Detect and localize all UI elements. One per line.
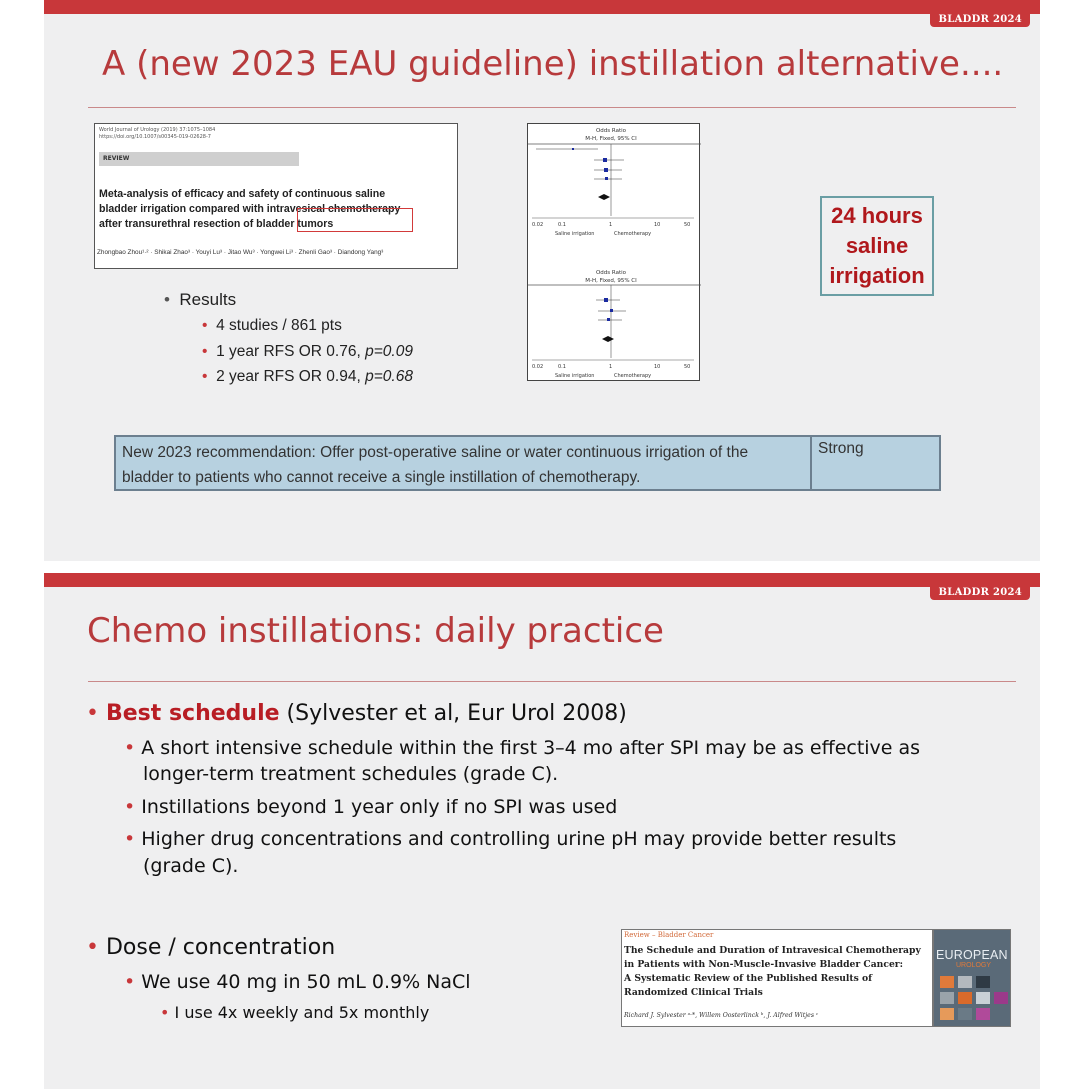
paper-title bbox=[624, 944, 934, 1000]
cover-tile bbox=[994, 992, 1008, 1004]
cover-tile bbox=[976, 992, 990, 1004]
slide-top-bar bbox=[44, 0, 1040, 14]
slide-top-bar bbox=[44, 573, 1040, 587]
tick-label: 0.02 bbox=[532, 222, 544, 228]
cover-tile bbox=[940, 1008, 954, 1020]
tick-label: 10 bbox=[654, 364, 661, 370]
paper-kicker: Review – Bladder Cancer bbox=[624, 931, 714, 939]
axis-side-label: Saline irrigation bbox=[555, 231, 595, 237]
title-divider bbox=[88, 107, 1016, 108]
cover-tile bbox=[958, 1008, 972, 1020]
schedule-bullet: • Best schedule (Sylvester et al, Eur Urol 2008) bbox=[86, 701, 627, 726]
results-item: • 1 year RFS OR 0.76, p=0.09 bbox=[202, 343, 413, 360]
results-item-text: 4 studies / 861 pts bbox=[216, 317, 342, 334]
tick-label: 50 bbox=[684, 222, 691, 228]
pooled-diamond bbox=[598, 194, 610, 200]
cover-tile bbox=[958, 976, 972, 988]
study-marker bbox=[603, 158, 607, 162]
paper-title-line: Meta-analysis of efficacy and safety of continuous saline bbox=[99, 188, 386, 200]
forest-plot-svg bbox=[528, 124, 701, 382]
axis-side-label: Chemotherapy bbox=[614, 231, 652, 237]
callout-box bbox=[820, 196, 934, 296]
axis-side-label: Chemotherapy bbox=[614, 373, 652, 379]
slide-title: Chemo instillations: daily practice bbox=[87, 611, 664, 651]
doi-line: https://doi.org/10.1007/s00345-019-02628-7 bbox=[99, 134, 211, 140]
tick-label: 50 bbox=[684, 364, 691, 370]
results-item: • 4 studies / 861 pts bbox=[202, 317, 342, 334]
schedule-ref: (Sylvester et al, Eur Urol 2008) bbox=[279, 701, 627, 726]
journal-cover bbox=[933, 929, 1011, 1027]
recommendation-line: New 2023 recommendation: Offer post-operative saline or water continuous irrigation of the bbox=[122, 444, 749, 461]
axis-side-label: Saline irrigation bbox=[555, 373, 595, 379]
cover-tile bbox=[940, 976, 954, 988]
paper-title-line: bladder irrigation compared with intravesical chemotherapy bbox=[99, 203, 401, 215]
cover-tile bbox=[976, 1008, 990, 1020]
highlight-box bbox=[297, 208, 413, 232]
tick-label: 0.1 bbox=[558, 222, 566, 228]
paper-title-line: The Schedule and Duration of Intravesical Chemotherapy bbox=[624, 945, 921, 956]
tick-label: 1 bbox=[609, 222, 613, 228]
tick-label: 0.1 bbox=[558, 364, 566, 370]
callout-line: 24 hours bbox=[831, 203, 923, 228]
schedule-item-text: Higher drug concentrations and controlling urine pH may provide better results bbox=[141, 828, 897, 850]
pooled-diamond bbox=[602, 336, 614, 342]
dose-bullet: • Dose / concentration bbox=[86, 935, 336, 960]
study-marker bbox=[605, 177, 608, 180]
study-marker bbox=[604, 298, 608, 302]
cover-subtitle: UROLOGY bbox=[956, 962, 992, 969]
schedule-item: • A short intensive schedule within the first 3–4 mo after SPI may be as effective as bbox=[124, 737, 921, 759]
results-heading: • Results bbox=[164, 290, 237, 309]
dose-subitem: • I use 4x weekly and 5x monthly bbox=[160, 1003, 430, 1022]
paper-title-line: A Systematic Review of the Published Results of bbox=[624, 973, 873, 984]
paper-authors: Zhongbao Zhou¹·² · Shikai Zhao³ · Youyi Lu³ · Jitao Wu³ · Yongwei Li³ · Zhenli Gao³ · Diandong Yang³ bbox=[97, 249, 384, 256]
recommendation-line: bladder to patients who cannot receive a single instillation of chemotherapy. bbox=[122, 469, 641, 486]
slide-title: A (new 2023 EAU guideline) instillation alternative.... bbox=[102, 44, 1004, 84]
schedule-item-text: A short intensive schedule within the first 3–4 mo after SPI may be as effective as bbox=[141, 737, 921, 759]
journal-line: World Journal of Urology (2019) 37:1075–1084 bbox=[99, 127, 216, 133]
title-divider bbox=[88, 681, 1016, 682]
study-marker bbox=[572, 148, 574, 150]
schedule-item: • Instillations beyond 1 year only if no SPI was used bbox=[124, 796, 618, 818]
recommendation-table bbox=[114, 435, 941, 491]
paper-title-line: Randomized Clinical Trials bbox=[624, 987, 763, 998]
results-item-text: 1 year RFS OR 0.76, bbox=[216, 343, 366, 360]
dose-subitem-text: I use 4x weekly and 5x monthly bbox=[174, 1003, 430, 1022]
p-value: p=0.68 bbox=[365, 368, 413, 385]
forest-header: Odds Ratio bbox=[595, 128, 627, 134]
journal-info bbox=[99, 127, 215, 141]
dose-label: Dose / concentration bbox=[105, 935, 336, 960]
tick-label: 0.02 bbox=[532, 364, 544, 370]
cover-tile bbox=[940, 992, 954, 1004]
slide-1 bbox=[44, 0, 1040, 561]
results-item: • 2 year RFS OR 0.94, p=0.68 bbox=[202, 368, 413, 385]
study-marker bbox=[607, 318, 610, 321]
review-badge: REVIEW bbox=[99, 152, 299, 166]
p-value: p=0.09 bbox=[365, 343, 413, 360]
tick-label: 10 bbox=[654, 222, 661, 228]
paper-snippet bbox=[94, 123, 458, 269]
recommendation-strength: Strong bbox=[818, 440, 864, 457]
recommendation-text bbox=[116, 437, 812, 489]
forest-header: M-H, Fixed, 95% CI bbox=[585, 278, 637, 284]
cover-tile bbox=[976, 976, 990, 988]
paper-title-line: in Patients with Non-Muscle-Invasive Bladder Cancer: bbox=[624, 959, 904, 970]
brand-tab: BLADDR 2024 bbox=[930, 585, 1030, 600]
schedule-item-text: Instillations beyond 1 year only if no SPI was used bbox=[141, 796, 618, 818]
dose-item-text: We use 40 mg in 50 mL 0.9% NaCl bbox=[141, 971, 471, 993]
results-heading-label: Results bbox=[179, 290, 237, 309]
cover-tile bbox=[958, 992, 972, 1004]
dose-item: • We use 40 mg in 50 mL 0.9% NaCl bbox=[124, 971, 471, 993]
schedule-label: Best schedule bbox=[105, 701, 280, 726]
schedule-item-cont: (grade C). bbox=[143, 855, 239, 877]
brand-tab: BLADDR 2024 bbox=[930, 12, 1030, 27]
schedule-item-cont: longer-term treatment schedules (grade C). bbox=[143, 763, 559, 785]
study-marker bbox=[610, 309, 613, 312]
reference-paper bbox=[621, 929, 933, 1027]
paper-title-line: after transurethral resection of bladder tumors bbox=[99, 218, 334, 230]
tick-label: 1 bbox=[609, 364, 613, 370]
study-marker bbox=[604, 168, 608, 172]
forest-plot-panel bbox=[527, 123, 700, 381]
schedule-item: • Higher drug concentrations and controlling urine pH may provide better results bbox=[124, 828, 897, 850]
slide-2 bbox=[44, 573, 1040, 1089]
results-item-text: 2 year RFS OR 0.94, bbox=[216, 368, 366, 385]
cover-title: EUROPEAN bbox=[936, 948, 1008, 962]
forest-header: Odds Ratio bbox=[595, 270, 627, 276]
callout-line: irrigation bbox=[829, 263, 925, 288]
forest-header: M-H, Fixed, 95% CI bbox=[585, 136, 637, 142]
paper-authors: Richard J. Sylvester ᵃ·*, Willem Oosterlinck ᵇ, J. Alfred Witjes ᶜ bbox=[624, 1012, 819, 1019]
callout-line: saline bbox=[845, 233, 909, 258]
